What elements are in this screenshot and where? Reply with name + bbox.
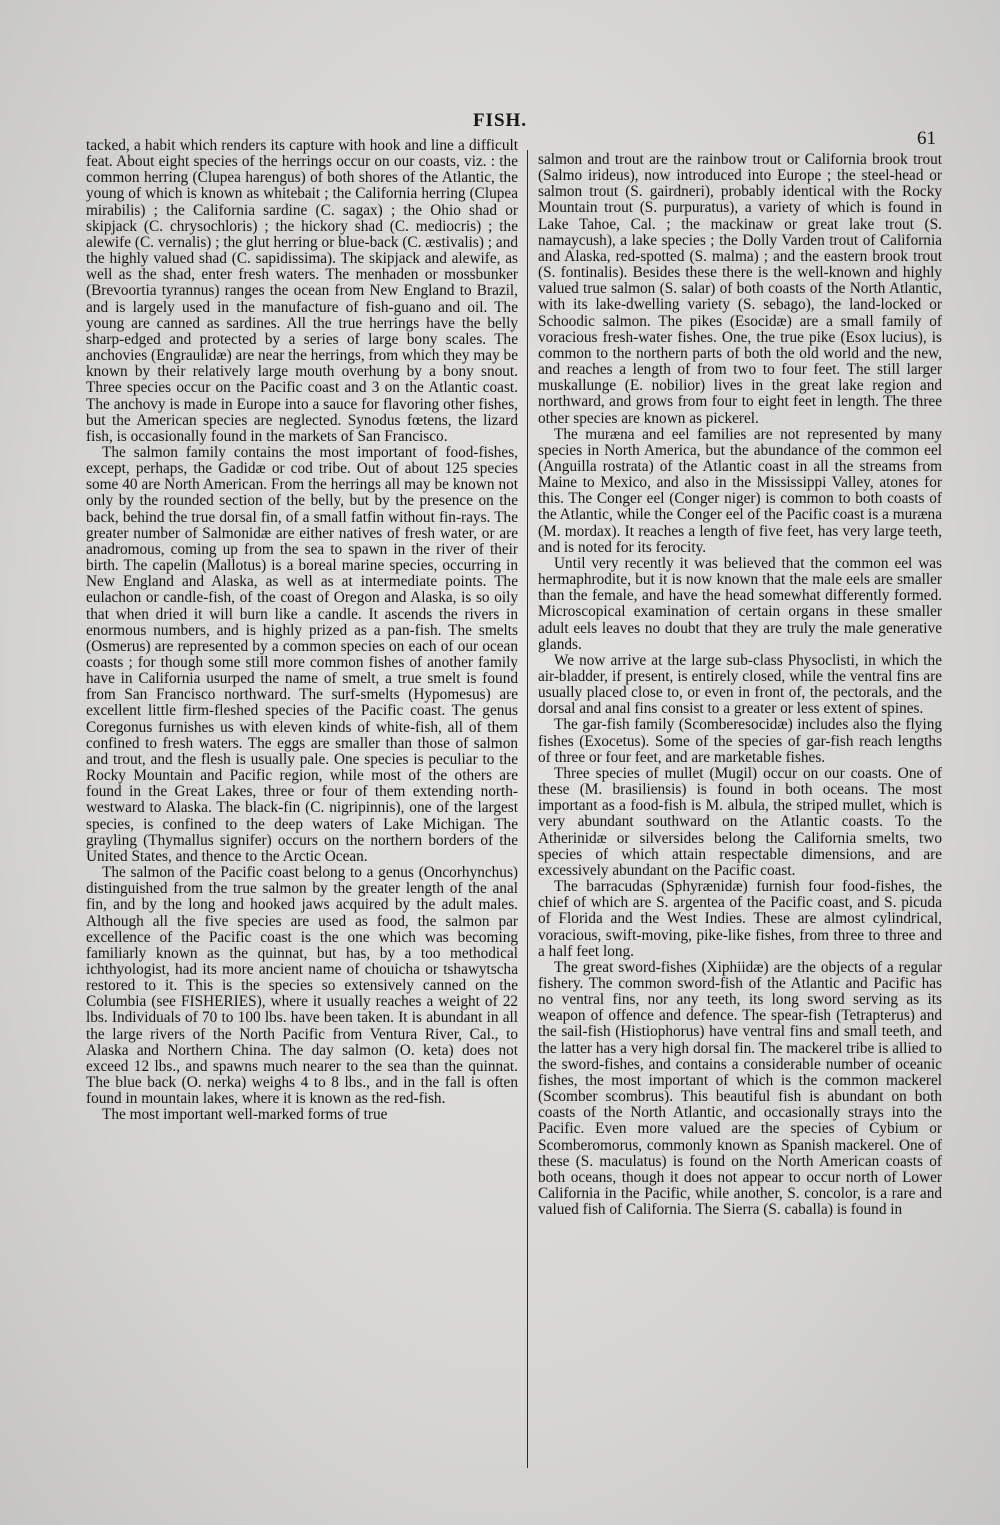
paragraph: Three species of mullet (Mugil) occur on our coasts. One of these (M. brasiliensis) is found in both oceans. The most important as a food-fish is M. albula, the striped mullet, which is very abundant southward on the Atlantic coasts. To the Atherinidæ or silversides belong the California smelts, two species of which attain respectable dimensions, and are excessively abundant on the Pacific coast.	[538, 764, 942, 879]
paragraph: salmon and trout are the rainbow trout or California brook trout (Salmo irideus), now introduced into Europe ; the steel-head or salmon trout (S. gairdneri), probably identical with the Rocky Mountain trout (S. purpuratus), a variety of which is found in Lake Tahoe, Cal. ; the mackinaw or great lake trout (S. namaycush), a lake species ; the Dolly Varden trout of California and Alaska, red-spotted (S. malma) ; and the eastern brook trout (S. fontinalis). Besides these there is the well-known and highly valued true salmon (S. salar) of both coasts of the North Atlantic, with its lake-dwelling variety (S. sebago), the land-locked or Schoodic salmon. The pikes (Esocidæ) are a small family of voracious fresh-water fishes. One, the true pike (Esox lucius), is common to the northern parts of both the old world and the new, and reaches a length of from two to four feet. The still larger muskallunge (E. nobilior) lives in the great lake region and northward, and grows from four to eight feet in length. The three other species are known as pickerel.	[538, 152, 942, 427]
page-number: 61	[917, 128, 936, 149]
column-divider	[527, 150, 528, 1468]
page-header-title: FISH.	[472, 110, 528, 131]
paragraph: The most important well-marked forms of true	[102, 1106, 388, 1124]
paragraph: The great sword-fishes (Xiphiidæ) are the objects of a regular fishery. The common sword-fish of the Atlantic and Pacific has no ventral fins, nor any teeth, its long sword serving as its weapon of offence and defence. The spear-fish (Tetrapterus) and the sail-fish (Histiophorus) have ventral fins and small teeth, and the latter has a very high dorsal fin. The mackerel tribe is allied to the sword-fishes, and contains a considerable number of oceanic fishes, the most important of which is the common mackerel (Scomber scombrus). This beautiful fish is abundant on both coasts of the North Atlantic, and occasionally strays into the Pacific. Even more valued are the species of Cybium or Scomberomorus, commonly known as Spanish mackerel. One of these (S. maculatus) is found on the North American coasts of both oceans, though it does not appear to occur north of Lower California in the Pacific, while another, S. concolor, is a rare and valued fish of California. The Sierra (S. caballa) is found in	[538, 958, 942, 1219]
paragraph: The gar-fish family (Scomberesocidæ) includes also the flying fishes (Exocetus). Some of the species of gar-fish reach lengths of three or four feet, and are marketable fishes.	[538, 716, 942, 766]
paragraph: The barracudas (Sphyrænidæ) furnish four food-fishes, the chief of which are S. argentea of the Pacific coast, and S. picuda of Florida and the West Indies. These are almost cylindrical, voracious, swift-moving, pike-like fishes, from three to three and a half feet long.	[538, 878, 942, 960]
paragraph: Until very recently it was believed that the common eel was hermaphrodite, but it is now known that the male eels are smaller than the female, and have the head somewhat differently formed. Microscopical examination of certain organs in these smaller adult eels leaves no doubt that they are truly the male generative glands.	[538, 554, 942, 653]
right-column	[538, 152, 942, 1503]
paragraph: The salmon family contains the most important of food-fishes, except, perhaps, the Gadidæ or cod tribe. Out of about 125 species some 40 are North American. From the herrings all may be known not only by the rounded section of the belly, but by the presence on the back, behind the true dorsal fin, of a small fatfin without fin-rays. The greater number of Salmonidæ are either natives of fresh water, or are anadromous, coming up from the sea to spawn in the river of their birth. The capelin (Mallotus) is a boreal marine species, occurring in New England and Alaska, as well as at intermediate points. The eulachon or candle-fish, of the coast of Oregon and Alaska, is so oily that when dried it will burn like a candle. It ascends the rivers in enormous numbers, and is highly prized as a pan-fish. The smelts (Osmerus) are represented by a common species on each of our ocean coasts ; for though some still more common fishes of another family have in California usurped the name of smelt, a true smelt is found from San Francisco northward. The surf-smelts (Hypomesus) are excellent little firm-fleshed species of the Pacific coast. The genus Coregonus furnishes us with eleven kinds of white-fish, all of them confined to fresh waters. The eggs are smaller than those of salmon and trout, and the flesh is usually pale. One species is peculiar to the Rocky Mountain and Pacific region, while most of the others are found in the Great Lakes, three or four of them extending north-westward to Alaska. The black-fin (C. nigripinnis), one of the largest species, is confined to the deep waters of Lake Michigan. The grayling (Thymallus signifer) occurs on the northern borders of the United States, and thence to the Arctic Ocean.	[86, 443, 518, 865]
paragraph: The murænа and eel families are not represented by many species in North America, but the abundance of the common eel (Anguilla rostrata) of the Atlantic coast in all the streams from Maine to Mexico, and also in the Mississippi Valley, atones for this. The Conger eel (Conger niger) is common to both coasts of the Atlantic, while the Conger eel of the Pacific coast is a muræna (M. mordax). It reaches a length of five feet, has very large teeth, and is noted for its ferocity.	[538, 425, 942, 556]
paragraph: The salmon of the Pacific coast belong to a genus (Oncorhynchus) distinguished from the true salmon by the greater length of the anal fin, and by the long and hooked jaws acquired by the adult males. Although all the five species are used as food, the salmon par excellence of the Pacific coast is the one which was becoming familiarly known as the quinnat, but has, by a too methodical ichthyologist, had its more ancient name of chouicha or tshawytscha restored to it. This is the species so extensively canned on the Columbia (see FISHERIES), where it usually reaches a weight of 22 lbs. Individuals of 70 to 100 lbs. have been taken. It is abundant in all the large rivers of the North Pacific from Ventura River, Cal., to Alaska and Northern China. The day salmon (O. keta) does not exceed 12 lbs., and spawns much nearer to the sea than the quinnat. The blue back (O. nerka) weighs 4 to 8 lbs., and in the fall is often found in mountain lakes, where it is known as the red-fish.	[86, 864, 518, 1108]
left-column	[86, 138, 518, 1503]
paragraph: We now arrive at the large sub-class Physoclisti, in which the air-bladder, if present, is entirely closed, while the ventral fins are usually placed close to, or even in front of, the pectorals, and the dorsal and anal fins consist to a greater or less extent of spines.	[538, 651, 942, 718]
paragraph: tacked, a habit which renders its capture with hook and line a difficult feat. About eight species of the herrings occur on our coasts, viz. : the common herring (Clupea harengus) of both shores of the Atlantic, the young of which is known as whitebait ; the California herring (Clupea mirabilis) ; the California sardine (C. sagax) ; the Ohio shad or skipjack (C. chrysochloris) ; the hickory shad (C. mediocris) ; the alewife (C. vernalis) ; the glut herring or blue-back (C. æstivalis) ; and the highly valued shad (C. sapidissima). The skipjack and alewife, as well as the shad, enter fresh waters. The menhaden or mossbunker (Brevoortia tyrannus) ranges the ocean from New England to Brazil, and is largely used in the manufacture of fish-guano and oil. The young are canned as sardines. All the true herrings have the belly sharp-edged and protected by a series of large bony scales. The anchovies (Engraulidæ) are near the herrings, from which they may be known by their relatively large mouth overhung by a bony snout. Three species occur on the Pacific coast and 3 on the Atlantic coast. The anchovy is made in Europe into a sauce for flavoring other fishes, but the American species are neglected. Synodus fœtens, the lizard fish, is occasionally found in the markets of San Francisco.	[86, 138, 518, 445]
